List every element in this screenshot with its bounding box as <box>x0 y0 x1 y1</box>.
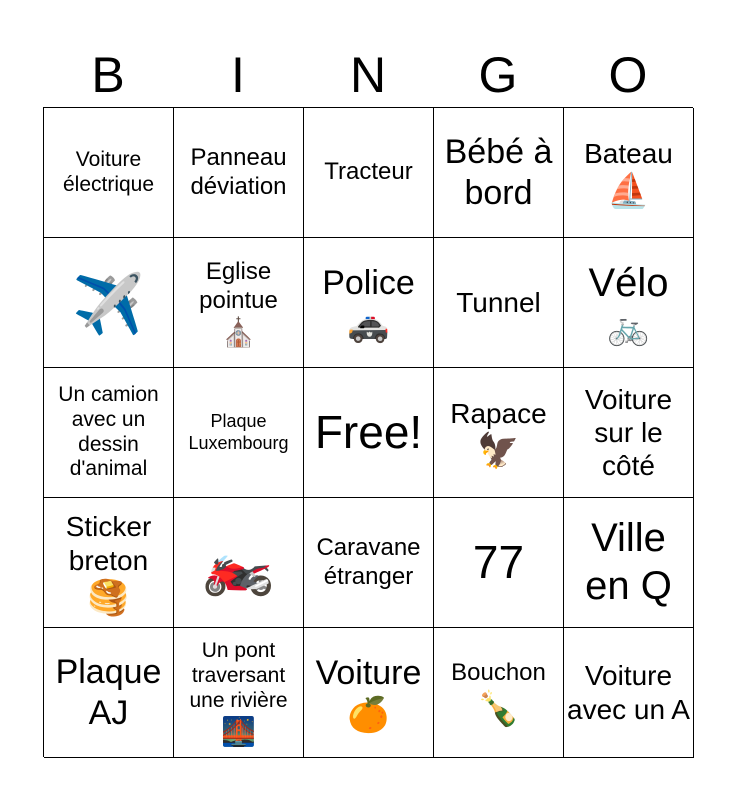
cell-label: Voiture sur le côté <box>584 383 673 482</box>
cell-label: Police <box>322 264 415 303</box>
bingo-cell-plaque-aj[interactable] <box>44 628 174 758</box>
church-icon: ⛪ <box>221 316 256 348</box>
header-letter-i: I <box>231 47 245 103</box>
police-car-icon: 🚓 <box>347 305 390 344</box>
cell-label: Bouchon <box>451 659 546 687</box>
header-letter-o: O <box>608 47 648 103</box>
cell-label: Sticker breton <box>65 511 152 576</box>
bingo-cell-pont-riviere[interactable] <box>174 628 304 758</box>
cell-label: Bébé à bord <box>444 133 553 212</box>
bingo-cell-bebe-a-bord[interactable] <box>434 108 564 238</box>
bingo-cell-77[interactable] <box>434 498 564 628</box>
bingo-cell-bouchon[interactable] <box>434 628 564 758</box>
header-letter-n: N <box>349 47 387 103</box>
header-letter-b: B <box>91 47 125 103</box>
bingo-cell-panneau-deviation[interactable] <box>174 108 304 238</box>
pancakes-icon: 🥞 <box>87 578 130 617</box>
header-letter-g: G <box>478 47 518 103</box>
bingo-cell-voiture-electrique[interactable] <box>44 108 174 238</box>
cell-label: Rapace <box>450 397 547 429</box>
cell-label: Tunnel <box>456 286 541 318</box>
sailboat-icon: ⛵ <box>607 172 650 211</box>
bingo-cell-plaque-luxembourg[interactable] <box>174 368 304 498</box>
cell-label: Un camion avec un dessin d'animal <box>58 382 159 481</box>
bingo-cell-voiture-orange[interactable] <box>304 628 434 758</box>
cell-label: Panneau déviation <box>190 144 287 200</box>
bingo-cell-avion[interactable] <box>44 238 174 368</box>
cell-label: Free! <box>314 406 423 459</box>
cell-label: Plaque Luxembourg <box>188 411 289 453</box>
cell-label: Voiture <box>315 654 422 693</box>
bingo-cell-sticker-breton[interactable] <box>44 498 174 628</box>
cell-label: Ville en Q <box>585 516 672 608</box>
cell-label: Plaque AJ <box>55 653 162 732</box>
bridge-icon: 🌉 <box>221 715 256 747</box>
bingo-grid <box>43 107 693 757</box>
airplane-icon: ✈️ <box>72 271 145 337</box>
cell-label: Voiture avec un A <box>567 660 690 725</box>
bingo-cell-rapace[interactable] <box>434 368 564 498</box>
bingo-cell-tunnel[interactable] <box>434 238 564 368</box>
bingo-cell-caravane-etranger[interactable] <box>304 498 434 628</box>
cell-label: Bateau <box>584 137 673 169</box>
orange-icon: 🍊 <box>347 695 390 734</box>
cell-label: Voiture électrique <box>62 147 155 196</box>
bingo-cell-ville-en-q[interactable] <box>564 498 694 628</box>
champagne-bottle-icon: 🍾 <box>477 689 520 728</box>
motorcycle-icon: 🏍️ <box>202 531 275 597</box>
bingo-cell-velo[interactable] <box>564 238 694 368</box>
cell-label: 77 <box>472 536 525 589</box>
bingo-cell-eglise-pointue[interactable] <box>174 238 304 368</box>
cell-label: Eglise pointue <box>199 258 278 314</box>
cell-label: Un pont traversant une rivière <box>189 639 288 712</box>
bingo-header <box>43 42 693 108</box>
bicycle-icon: 🚲 <box>607 309 650 348</box>
bingo-cell-police[interactable] <box>304 238 434 368</box>
bingo-cell-voiture-avec-un-a[interactable] <box>564 628 694 758</box>
cell-label: Vélo <box>588 260 669 305</box>
bingo-cell-tracteur[interactable] <box>304 108 434 238</box>
eagle-icon: 🦅 <box>477 432 520 471</box>
bingo-cell-moto[interactable] <box>174 498 304 628</box>
cell-label: Tracteur <box>324 158 413 186</box>
bingo-cell-camion-dessin-animal[interactable] <box>44 368 174 498</box>
bingo-cell-voiture-sur-le-cote[interactable] <box>564 368 694 498</box>
bingo-cell-bateau[interactable] <box>564 108 694 238</box>
cell-label: Caravane étranger <box>316 534 421 590</box>
bingo-cell-free[interactable] <box>304 368 434 498</box>
